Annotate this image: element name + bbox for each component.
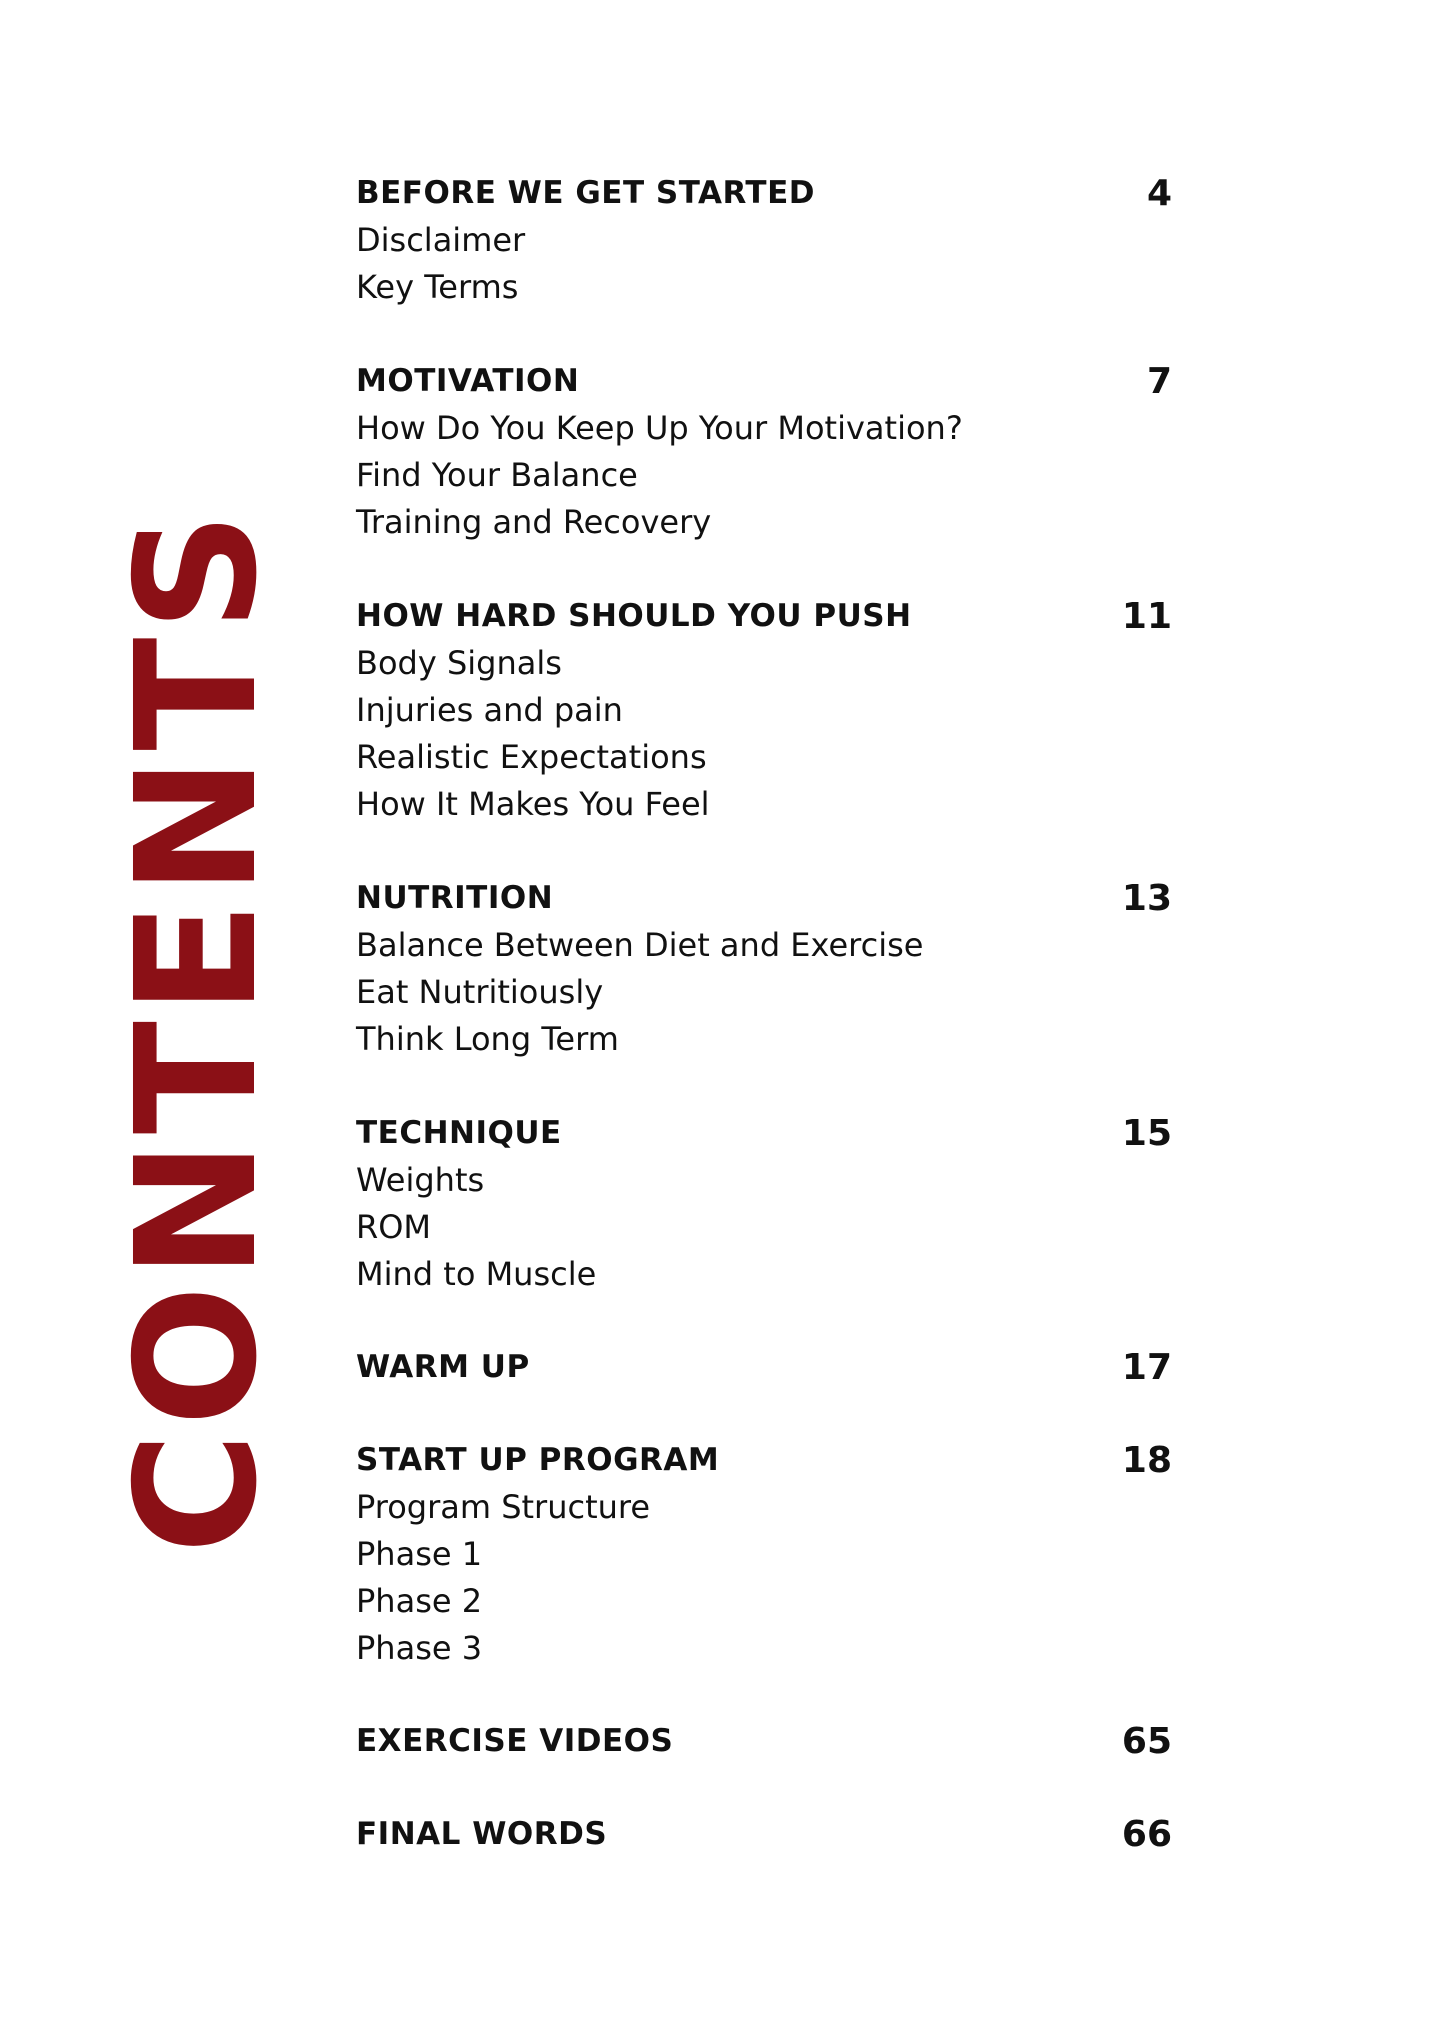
toc-subitem: ROM (356, 1208, 432, 1246)
toc-subitem: Phase 2 (356, 1582, 483, 1620)
toc-section-header (356, 170, 1172, 217)
toc-subitem-list (356, 640, 1172, 828)
toc-section-header (356, 1718, 1172, 1765)
toc-section (356, 1344, 1172, 1391)
table-of-contents (356, 170, 1172, 1858)
toc-section (356, 875, 1172, 1063)
toc-section (356, 593, 1172, 828)
toc-subitem: Think Long Term (356, 1020, 619, 1058)
toc-section-title: FINAL WORDS (356, 1816, 608, 1852)
toc-section-title: WARM UP (356, 1349, 530, 1385)
toc-section-header (356, 1811, 1172, 1858)
toc-section (356, 1110, 1172, 1298)
toc-section (356, 1811, 1172, 1858)
toc-subitem: Mind to Muscle (356, 1255, 597, 1293)
toc-section (356, 1718, 1172, 1765)
toc-page-number: 18 (1121, 1440, 1172, 1481)
toc-subitem: How Do You Keep Up Your Motivation? (356, 409, 963, 447)
toc-page-number: 15 (1121, 1113, 1172, 1154)
toc-subitem: Eat Nutritiously (356, 973, 604, 1011)
toc-subitem: Key Terms (356, 268, 519, 306)
toc-section-header (356, 875, 1172, 922)
toc-page-number: 4 (1146, 173, 1172, 214)
toc-subitem-list (356, 1484, 1172, 1672)
toc-subitem: Program Structure (356, 1488, 651, 1526)
toc-page-number: 7 (1146, 361, 1172, 402)
toc-page-number: 13 (1121, 878, 1172, 919)
toc-section-title: HOW HARD SHOULD YOU PUSH (356, 598, 912, 634)
toc-section (356, 358, 1172, 546)
toc-subitem: Find Your Balance (356, 456, 638, 494)
toc-subitem: Weights (356, 1161, 485, 1199)
toc-section-title: MOTIVATION (356, 363, 580, 399)
toc-section-header (356, 1437, 1172, 1484)
toc-page-number: 66 (1121, 1814, 1172, 1855)
toc-section-title: NUTRITION (356, 880, 554, 916)
toc-section (356, 170, 1172, 311)
toc-page-number: 17 (1121, 1347, 1172, 1388)
toc-section-title: EXERCISE VIDEOS (356, 1723, 674, 1759)
toc-subitem: Phase 1 (356, 1535, 483, 1573)
toc-subitem: How It Makes You Feel (356, 785, 710, 823)
toc-subitem: Realistic Expectations (356, 738, 707, 776)
toc-subitem: Injuries and pain (356, 691, 623, 729)
toc-section-header (356, 358, 1172, 405)
toc-subitem: Phase 3 (356, 1629, 483, 1667)
toc-subitem-list (356, 922, 1172, 1063)
toc-subitem-list (356, 217, 1172, 311)
toc-section (356, 1437, 1172, 1672)
toc-section-header (356, 593, 1172, 640)
toc-subitem: Body Signals (356, 644, 562, 682)
toc-section-title: BEFORE WE GET STARTED (356, 175, 815, 211)
toc-page-number: 11 (1121, 596, 1172, 637)
toc-section-title: START UP PROGRAM (356, 1442, 720, 1478)
toc-section-header (356, 1344, 1172, 1391)
toc-subitem-list (356, 405, 1172, 546)
toc-page-number: 65 (1121, 1721, 1172, 1762)
toc-subitem: Training and Recovery (356, 503, 712, 541)
toc-subitem: Disclaimer (356, 221, 526, 259)
toc-section-header (356, 1110, 1172, 1157)
toc-subitem-list (356, 1157, 1172, 1298)
contents-heading: CONTENTS (101, 505, 294, 1555)
toc-subitem: Balance Between Diet and Exercise (356, 926, 924, 964)
toc-section-title: TECHNIQUE (356, 1115, 562, 1151)
